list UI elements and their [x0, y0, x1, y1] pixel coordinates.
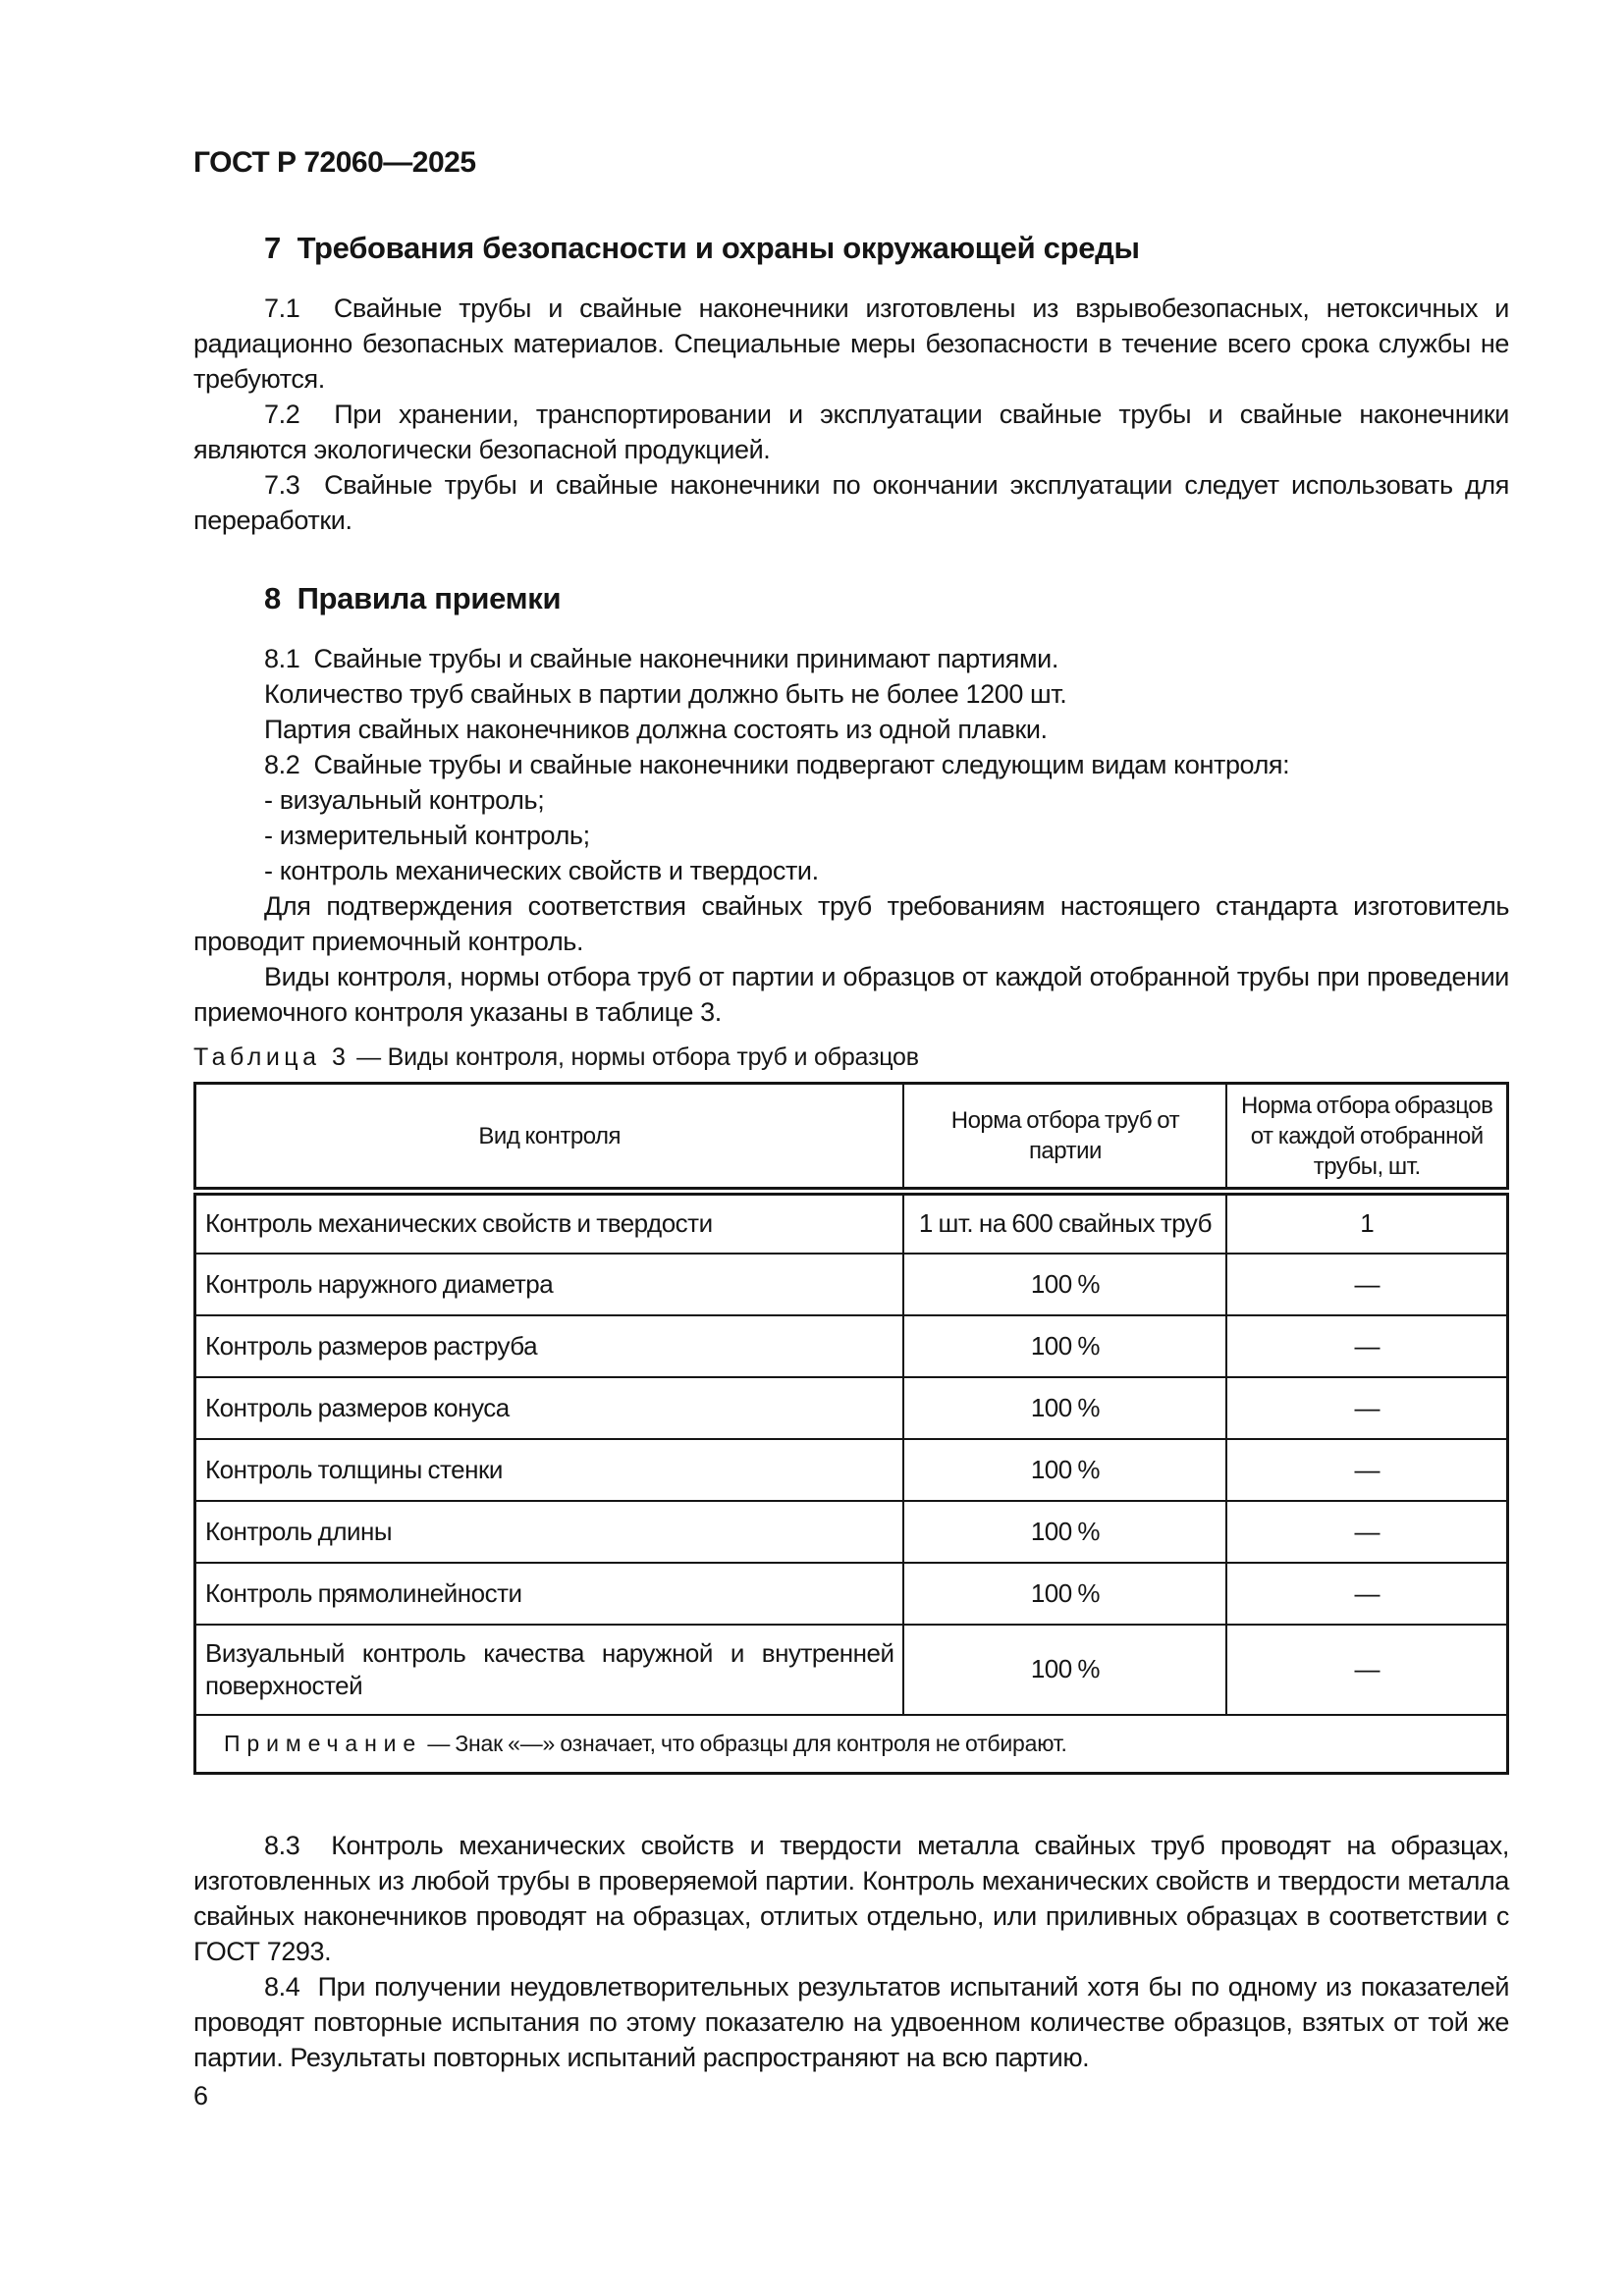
section-8 [193, 579, 1509, 2075]
section-7 [193, 229, 1509, 538]
column-header-samples: Норма отбора образцов от каждой отобранной трубы, шт. [1226, 1084, 1507, 1192]
table-caption-text: — Виды контроля, нормы отбора труб и образцов [356, 1043, 919, 1071]
table-note-cell [195, 1715, 1508, 1774]
table-row [195, 1315, 1508, 1377]
cell-norm: 100 % [903, 1501, 1226, 1563]
cell-kind: Контроль толщины стенки [195, 1439, 904, 1501]
paragraph-acceptance-control: Для подтверждения соответствия свайных труб требованиям настоящего стандарта изготовитель проводит приемочный контроль. [193, 891, 1509, 956]
table-row [195, 1439, 1508, 1501]
table-note-row [195, 1715, 1508, 1774]
paragraph-table-reference: Виды контроля, нормы отбора труб от партии и образцов от каждой отобранной трубы при проведении приемочного контроля указаны в таблице 3. [193, 962, 1509, 1027]
table-row [195, 1254, 1508, 1315]
cell-samples: — [1226, 1377, 1507, 1439]
paragraph-8-1a: Количество труб свайных в партии должно быть не более 1200 шт. [264, 679, 1067, 709]
cell-kind: Контроль наружного диаметра [195, 1254, 904, 1315]
table-row [195, 1377, 1508, 1439]
paragraph-8-2: 8.2 Свайные трубы и свайные наконечники подвергают следующим видам контроля: [264, 750, 1290, 779]
cell-norm: 100 % [903, 1563, 1226, 1625]
cell-kind: Контроль механических свойств и твердости [195, 1192, 904, 1254]
cell-kind: Контроль длины [195, 1501, 904, 1563]
cell-norm: 100 % [903, 1377, 1226, 1439]
table-row [195, 1192, 1508, 1254]
paragraph-8-1b: Партия свайных наконечников должна состоять из одной плавки. [264, 715, 1048, 744]
table-3-body [195, 1192, 1508, 1774]
paragraph-7-1: 7.1 Свайные трубы и свайные наконечники изготовлены из взрывобезопасных, нетоксичных и радиационно безопасных материалов. Специальные меры безопасности в течение всего срока службы не требуются. [193, 294, 1509, 394]
cell-kind: Контроль размеров раструба [195, 1315, 904, 1377]
table-row [195, 1563, 1508, 1625]
list-item-visual-control: - визуальный контроль; [264, 785, 545, 815]
cell-norm: 100 % [903, 1315, 1226, 1377]
note-label: Примечание [224, 1730, 423, 1756]
column-header-norm: Норма отбора труб от партии [903, 1084, 1226, 1192]
paragraph-7-3: 7.3 Свайные трубы и свайные наконечники по окончании эксплуатации следует использовать для переработки. [193, 470, 1509, 535]
cell-samples: — [1226, 1439, 1507, 1501]
table-row [195, 1625, 1508, 1715]
page-number: 6 [193, 2081, 209, 2110]
paragraph-8-1: 8.1 Свайные трубы и свайные наконечники принимают партиями. [264, 644, 1058, 673]
table-3-header [195, 1084, 1508, 1192]
section-7-title: 7 Требования безопасности и охраны окружающей среды [264, 231, 1140, 265]
paragraph-8-3: 8.3 Контроль механических свойств и твердости металла свайных труб проводят на образцах, изготовленных из любой трубы в проверяемой партии. Контроль механических свойств и твердости металла свайных наконечников проводят на образцах, отлитых отдельно, или приливных образцах в соответствии с ГОСТ 7293. [193, 1831, 1509, 1966]
cell-samples: — [1226, 1501, 1507, 1563]
cell-samples: 1 [1226, 1192, 1507, 1254]
cell-kind: Контроль прямолинейности [195, 1563, 904, 1625]
table-caption [193, 1043, 1509, 1072]
doc-code: ГОСТ Р 72060—2025 [193, 146, 476, 179]
section-8-title: 8 Правила приемки [264, 581, 562, 615]
cell-samples: — [1226, 1625, 1507, 1715]
header-row [195, 1084, 1508, 1192]
note-text: — Знак «—» означает, что образцы для контроля не отбирают. [422, 1730, 1067, 1756]
paragraph-8-4: 8.4 При получении неудовлетворительных результатов испытаний хотя бы по одному из показателей проводят повторные испытания по этому показателю на удвоенном количестве образцов, взятых от той же партии. Результаты повторных испытаний распространяют на всю партию. [193, 1972, 1509, 2072]
cell-norm: 100 % [903, 1625, 1226, 1715]
cell-kind: Контроль размеров конуса [195, 1377, 904, 1439]
cell-samples: — [1226, 1254, 1507, 1315]
paragraph-7-2: 7.2 При хранении, транспортировании и эксплуатации свайные трубы и свайные наконечники являются экологически безопасной продукцией. [193, 400, 1509, 464]
table-3 [193, 1082, 1509, 1775]
list-item-mechanical-control: - контроль механических свойств и твердости. [264, 856, 819, 885]
cell-kind: Визуальный контроль качества наружной и внутренней поверхностей [195, 1625, 904, 1715]
table-caption-label: Таблица 3 [193, 1043, 351, 1071]
list-item-measuring-control: - измерительный контроль; [264, 821, 590, 850]
cell-norm: 100 % [903, 1439, 1226, 1501]
cell-samples: — [1226, 1563, 1507, 1625]
table-row [195, 1501, 1508, 1563]
cell-norm: 100 % [903, 1254, 1226, 1315]
cell-samples: — [1226, 1315, 1507, 1377]
cell-norm: 1 шт. на 600 свайных труб [903, 1192, 1226, 1254]
column-header-kind: Вид контроля [195, 1084, 904, 1192]
